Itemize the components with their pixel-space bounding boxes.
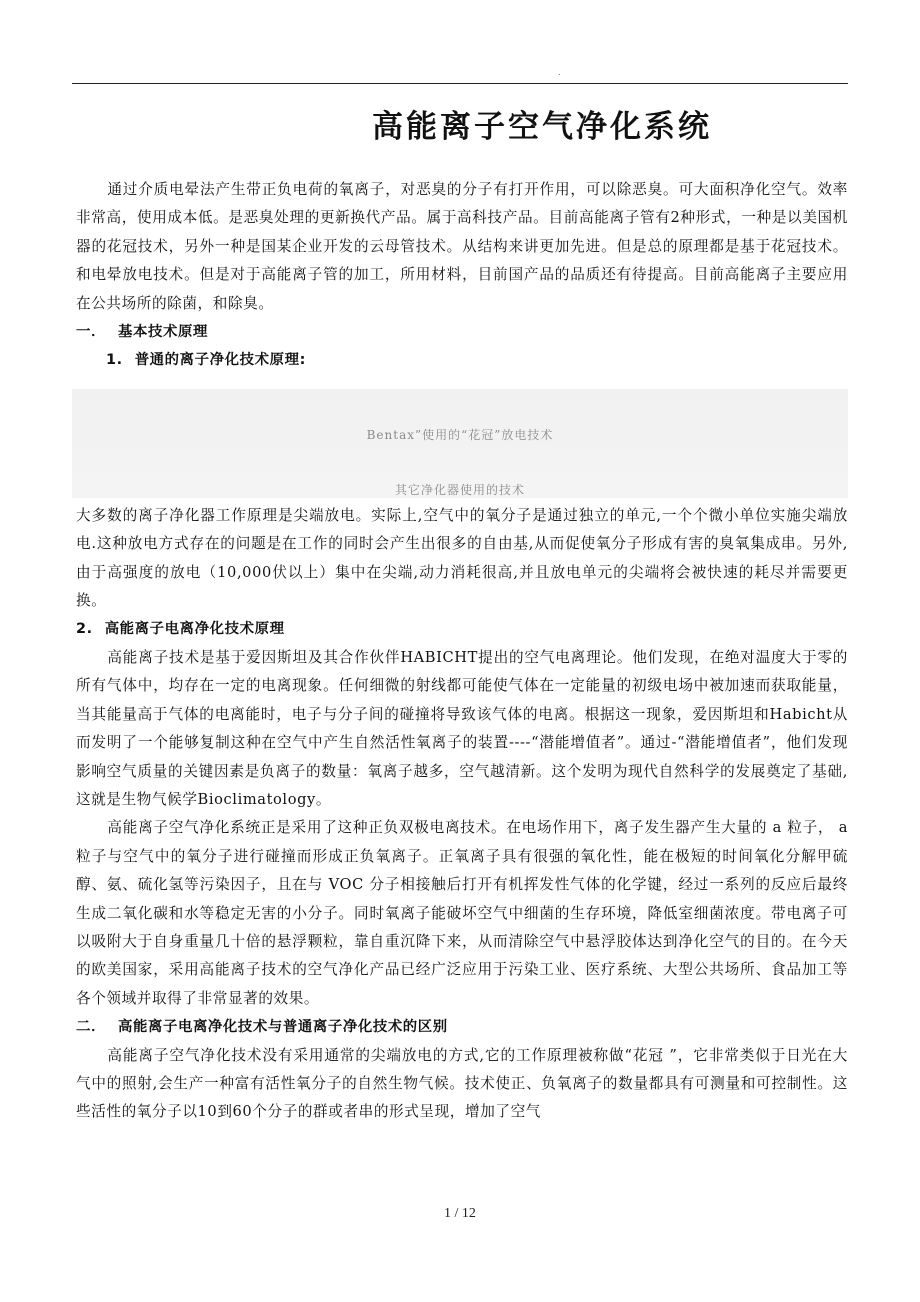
figure-caption-bentax: Bentax”使用的“花冠”放电技术 [366, 427, 554, 442]
section-title: 高能离子电离净化技术与普通离子净化技术的区别 [117, 1019, 448, 1036]
subsection-number: 2. [76, 621, 93, 638]
subsection-title: 普通的离子净化技术原理: [134, 352, 306, 369]
section-2-heading [76, 1013, 848, 1041]
einstein-paragraph: 高能离子技术是基于爱因斯坦及其合作伙伴HABICHT提出的空气电离理论。他们发现，在绝对温度大于零的所有气体中，均存在一定的电离现象。任何细微的射线都可能使气体在一定能量的初级电场中被加速而获取能量，当其能量高于气体的电离能时，电子与分子间的碰撞将导致该气体的电离。根据这一现象，爱因斯坦和Habicht从而发明了一个能够复制这种在空气中产生自然活性氧离子的装置----“潜能增值者”。通过-“潜能增值者”，他们发现影响空气质量的关键因素是负离子的数量：氧离子越多，空气越清新。这个发明为现代自然科学的发展奠定了基础,这就是生物气候学Bioclimatology。 [76, 648, 848, 808]
header-mark: . [558, 68, 561, 77]
system-paragraph: 高能离子空气净化系统正是采用了这种正负双极电离技术。在电场作用下，离子发生器产生大量的 a 粒子， a 粒子与空气中的氧分子进行碰撞而形成正负氧离子。正氧离子具有很强的氧化性，能在极短的时间氧化分解甲硫醇、氨、硫化氢等污染因子，且在与 VOC 分子相接触后打开有机挥发性气体的化学键，经过一系列的反应后最终生成二氧化碳和水等稳定无害的小分子。同时氧离子能破坏空气中细菌的生存环境，降低室细菌浓度。带电离子可以吸附大于自身重量几十倍的悬浮颗粒，靠自重沉降下来，从而清除空气中悬浮胶体达到净化空气的目的。在今天的欧美国家，采用高能离子技术的空气净化产品已经广泛应用于污染工业、医疗系统、大型公共场所、食品加工等各个领域并取得了非常显著的效果。 [76, 819, 848, 1007]
intro-paragraph: 通过介质电晕法产生带正负电荷的氧离子，对恶臭的分子有打开作用，可以除恶臭。可大面积净化空气。效率非常高，使用成本低。是恶臭处理的更新换代产品。属于高科技产品。目前高能离子管有2种形式，一种是以美国机器的花冠技术，另外一种是国某企业开发的云母管技术。从结构来讲更加先进。但是总的原理都是基于花冠技术。和电晕放电技术。但是对于高能离子管的加工，所用材料，目前国产品的品质还有待提高。目前高能离子主要应用在公共场所的除菌，和除臭。 [76, 181, 848, 312]
subsection-number: 1. [106, 352, 123, 369]
section-1-heading [76, 318, 848, 346]
page-number: 1 / 12 [444, 1206, 476, 1221]
difference-paragraph: 高能离子空气净化技术没有采用通常的尖端放电的方式,它的工作原理被称做“花冠 ”，它非常类似于日光在大气中的照射,会生产一种富有活性氧分子的自然生物气候。技术使正、负氧离子的数量都具有可测量和可控制性。这些活性的氧分子以10到60个分子的群或者串的形式呈现，增加了空气 [76, 1046, 848, 1121]
document-body [76, 176, 848, 1127]
section-number: 一． [76, 324, 106, 341]
subsection-1-heading [76, 346, 848, 374]
tip-discharge-paragraph: 大多数的离子净化器工作原理是尖端放电。实际上,空气中的氧分子是通过独立的单元,一个个微小单位实施尖端放电.这种放电方式存在的问题是在工作的同时会产生出很多的自由基,从而促使氧分子形成有害的臭氧集成串。另外,由于高强度的放电（10,000伏以上）集中在尖端,动力消耗很高,并且放电单元的尖端将会被快速的耗尽并需要更换。 [76, 506, 848, 610]
section-number: 二． [76, 1019, 106, 1036]
header-rule [72, 83, 848, 84]
discharge-figure [72, 389, 848, 498]
subsection-title: 高能离子电离净化技术原理 [104, 621, 285, 638]
section-title: 基本技术原理 [117, 324, 208, 341]
figure-caption-other: 其它净化器使用的技术 [394, 482, 525, 497]
document-title: 高能离子空气净化系统 [372, 109, 712, 145]
subsection-2-heading [76, 615, 848, 643]
